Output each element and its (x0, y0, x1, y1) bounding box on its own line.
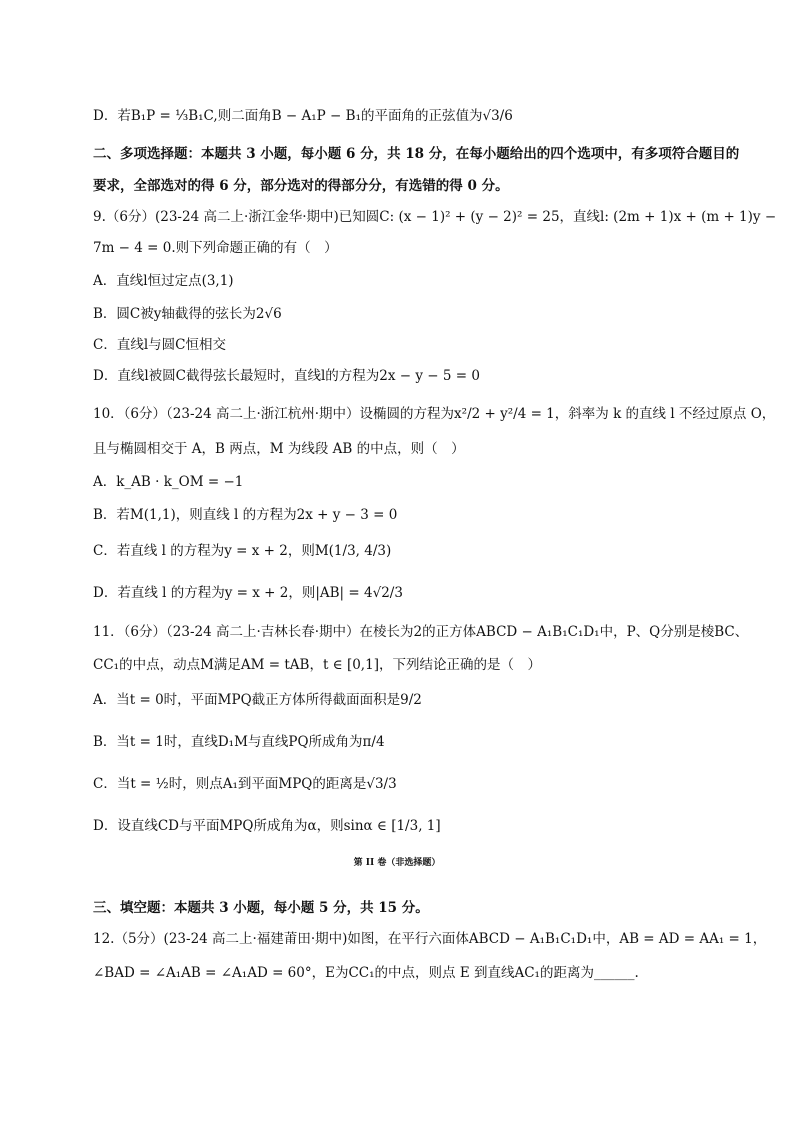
option-8d: D．若B₁P = ⅓B₁C,则二面角B − A₁P − B₁的平面角的正弦值为√3/6 (93, 108, 513, 124)
option-10a: A．k_AB · k_OM = −1 (93, 474, 244, 490)
option-9a: A．直线l恒过定点(3,1) (93, 273, 234, 289)
part-2-title: 第 II 卷（非选择题） (353, 858, 441, 868)
question-11-stem-cont: CC₁的中点，动点M满足AM = tAB，t ∈ [0,1]，下列结论正确的是（ ） (93, 657, 541, 673)
section-2-heading: 二、多项选择题：本题共 3 小题，每小题 6 分，共 18 分，在每小题给出的四个选项中，有多项符合题目的 (93, 146, 740, 162)
question-12-stem-cont: ∠BAD = ∠A₁AB = ∠A₁AD = 60°，E为CC₁的中点，则点 E 到直线AC₁的距离为______. (93, 965, 639, 981)
question-10-stem-cont: 且与椭圆相交于 A，B 两点，M 为线段 AB 的中点，则（ ） (93, 441, 465, 457)
question-10-stem: 10．（6分）（23-24 高二上·浙江杭州·期中）设椭圆的方程为x²/2 + y²/4 = 1，斜率为 k 的直线 l 不经过原点 O， (93, 406, 776, 422)
option-11b: B．当t = 1时，直线D₁M与直线PQ所成角为π/4 (93, 734, 385, 750)
option-11d: D．设直线CD与平面MPQ所成角为α，则sinα ∈ [1/3, 1] (93, 818, 441, 834)
option-9b: B．圆C被y轴截得的弦长为2√6 (93, 306, 282, 322)
question-9-stem-cont: 7m − 4 = 0.则下列命题正确的有（ ） (93, 240, 338, 256)
option-11c: C．当t = ½时，则点A₁到平面MPQ的距离是√3/3 (93, 776, 397, 792)
question-12-stem: 12.（5分）(23-24 高二上·福建莆田·期中)如图，在平行六面体ABCD − A₁B₁C₁D₁中，AB = AD = AA₁ = 1， (93, 931, 767, 947)
question-11-stem: 11．（6分）（23-24 高二上·吉林长春·期中）在棱长为2的正方体ABCD − A₁B₁C₁D₁中，P、Q分别是棱BC、 (93, 624, 749, 640)
section-2-heading-cont: 要求，全部选对的得 6 分，部分选对的得部分分，有选错的得 0 分。 (93, 178, 509, 194)
option-10c: C．若直线 l 的方程为y = x + 2，则M(1/3, 4/3) (93, 543, 392, 559)
option-9c: C．直线l与圆C恒相交 (93, 337, 226, 353)
option-10b: B．若M(1,1)，则直线 l 的方程为2x + y − 3 = 0 (93, 507, 398, 523)
question-9-stem: 9.（6分）(23-24 高二上·浙江金华·期中)已知圆C: (x − 1)² + (y − 2)² = 25，直线l: (2m + 1)x + (m + 1)y − (93, 209, 777, 225)
option-11a: A．当t = 0时，平面MPQ截正方体所得截面面积是9/2 (93, 692, 422, 708)
section-3-heading: 三、填空题：本题共 3 小题，每小题 5 分，共 15 分。 (93, 900, 429, 916)
option-10d: D．若直线 l 的方程为y = x + 2，则|AB| = 4√2/3 (93, 585, 403, 601)
option-9d: D．直线l被圆C截得弦长最短时，直线l的方程为2x − y − 5 = 0 (93, 368, 480, 384)
